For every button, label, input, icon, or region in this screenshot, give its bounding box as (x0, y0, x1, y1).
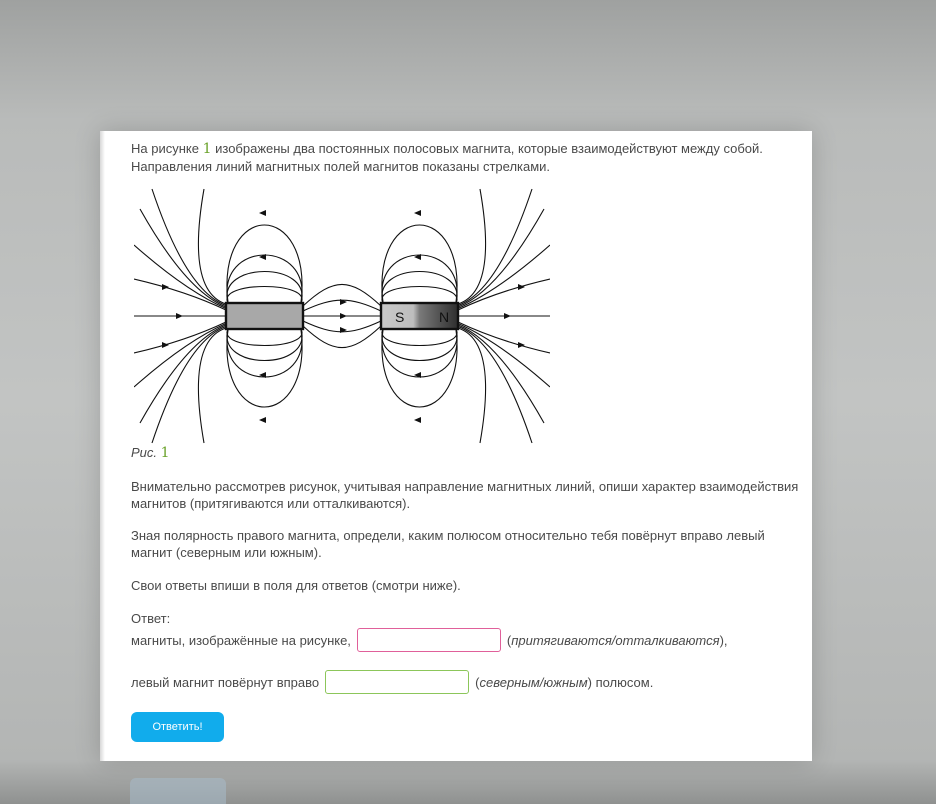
caption-number: 1 (160, 445, 170, 461)
pole-n-label: N (439, 309, 450, 325)
intro-text (131, 140, 806, 175)
interaction-answer-input[interactable] (357, 628, 501, 652)
magnetic-field-figure (134, 187, 550, 445)
answer-row-2 (131, 669, 653, 695)
figure-caption (131, 445, 170, 461)
intro-figure-number: 1 (202, 141, 212, 157)
instruction-text: Свои ответы впиши в поля для ответов (смотри ниже). (131, 578, 461, 593)
answer-row-1 (131, 627, 728, 653)
pole-s-label: S (395, 309, 405, 325)
question-2: Зная полярность правого магнита, определи, каким полюсом относительно тебя повёрнут вправо левый магнит (северным или южным). (131, 528, 765, 560)
answer-row-2-hint: (северным/южным) полюсом. (475, 674, 654, 690)
answer-row-2-prefix: левый магнит повёрнут вправо (131, 674, 320, 690)
intro-part2: изображены два постоянных полосовых магнита, которые взаимодействуют между собой. Направления линий магнитных полей магнитов показаны стрелками. (131, 141, 763, 174)
pole-answer-input[interactable] (325, 670, 469, 694)
left-magnet (226, 303, 303, 329)
question-1: Внимательно рассмотрев рисунок, учитывая направление магнитных линий, опиши характер взаимодействия магнитов (притягиваются или отталкиваются). (131, 479, 799, 511)
caption-label: Рис. (131, 445, 158, 460)
task-card (100, 131, 812, 761)
answer-row-1-hint: (притягиваются/отталкиваются), (506, 632, 728, 648)
intro-part1: На рисунке (131, 141, 203, 156)
submit-button[interactable]: Ответить! (131, 712, 224, 742)
answer-label: Ответ: (131, 611, 171, 626)
background-button-shadow (130, 778, 226, 804)
answer-row-1-prefix: магниты, изображённые на рисунке, (131, 632, 351, 648)
